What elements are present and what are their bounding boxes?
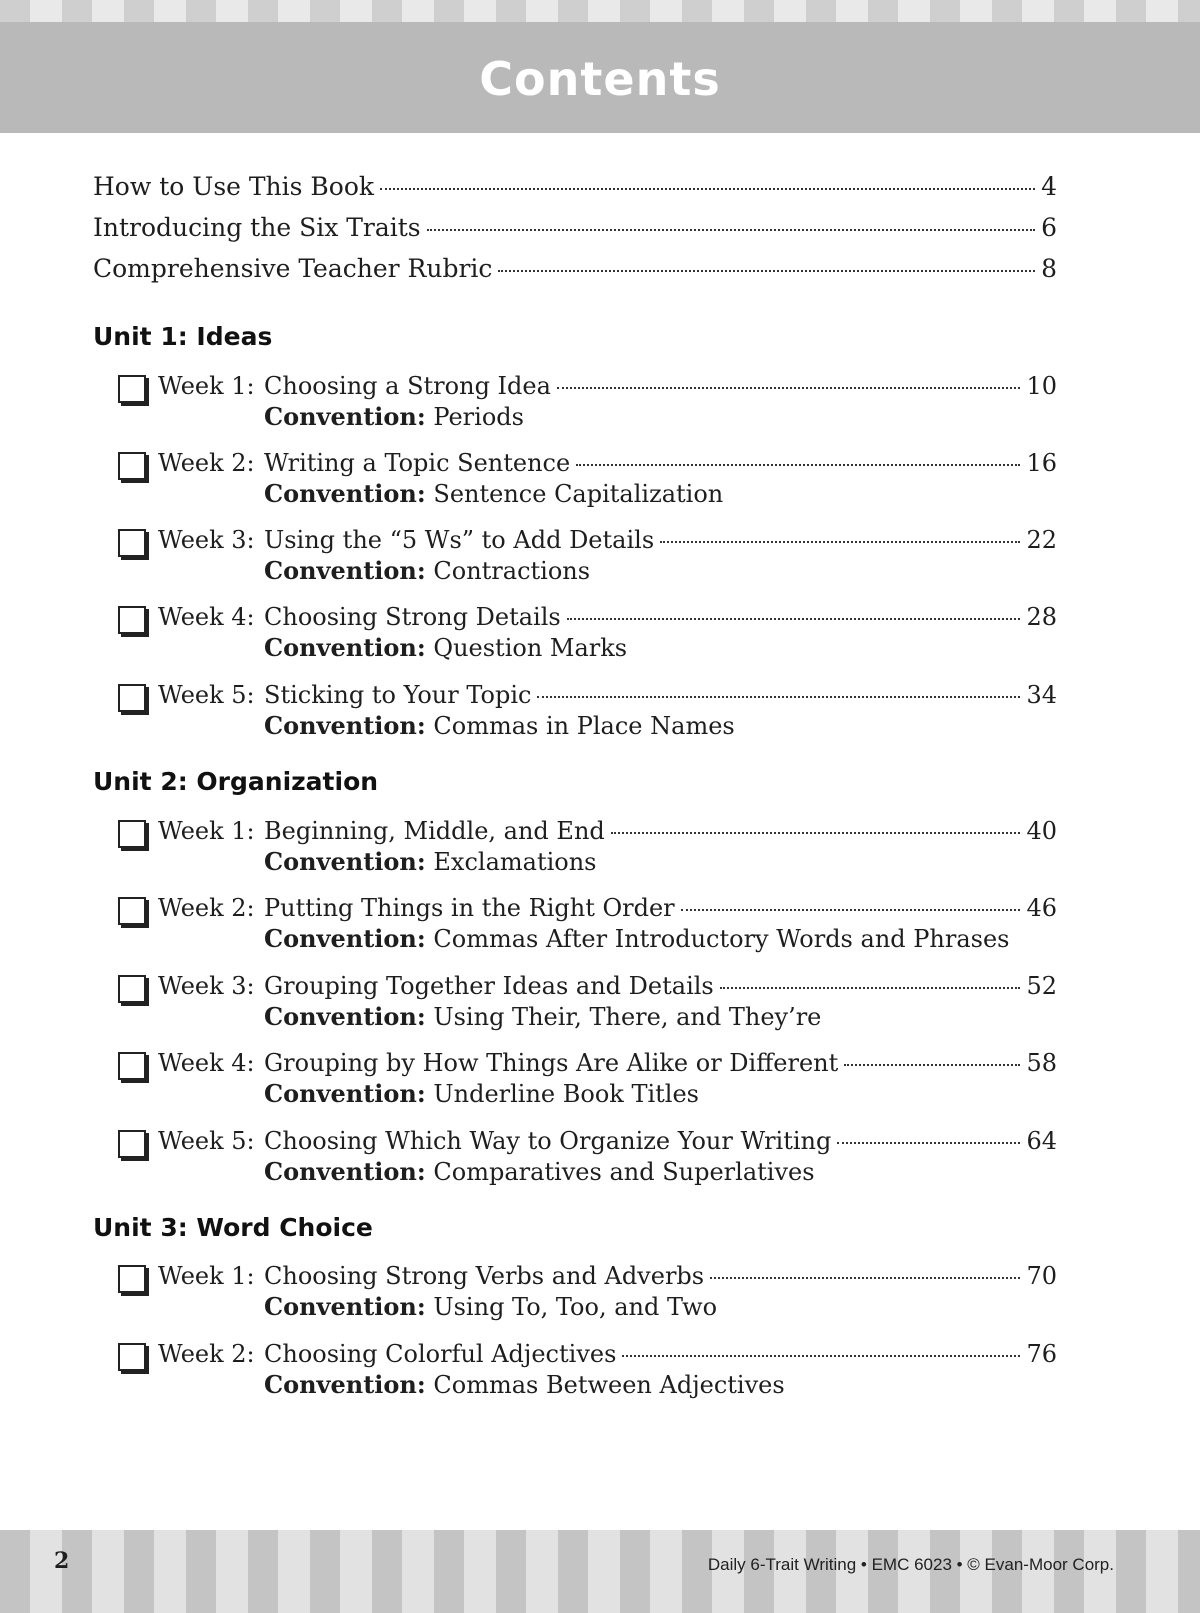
convention-line: Convention: Sentence Capitalization <box>264 479 724 508</box>
checkbox[interactable] <box>118 820 146 848</box>
leader-dots <box>844 1064 1020 1066</box>
week-entry <box>118 372 1057 432</box>
week-title-line: Beginning, Middle, and End 40 <box>264 817 1057 845</box>
convention-line: Convention: Contractions <box>264 556 591 585</box>
leader-dots <box>567 618 1021 620</box>
week-label: Week 1: <box>158 1262 255 1290</box>
page-number: 76 <box>1026 1340 1057 1368</box>
leader-dots <box>557 387 1021 389</box>
page-title: Contents <box>479 52 721 106</box>
week-title-line: Choosing Colorful Adjectives 76 <box>264 1340 1057 1368</box>
convention-line: Convention: Periods <box>264 402 524 431</box>
week-label: Week 2: <box>158 449 255 477</box>
week-label: Week 3: <box>158 526 255 554</box>
leader-dots <box>537 696 1020 698</box>
week-entry <box>118 1262 1057 1322</box>
leader-dots <box>681 909 1021 911</box>
checkbox[interactable] <box>118 452 146 480</box>
checkbox[interactable] <box>118 684 146 712</box>
toc-item: Comprehensive Teacher Rubric 8 <box>93 254 1057 283</box>
page-number: 34 <box>1026 681 1057 709</box>
convention-line: Convention: Commas in Place Names <box>264 711 735 740</box>
week-title-line: Writing a Topic Sentence 16 <box>264 449 1057 477</box>
week-entry <box>118 817 1057 877</box>
checkbox[interactable] <box>118 1130 146 1158</box>
page-number: 52 <box>1026 972 1057 1000</box>
leader-dots <box>710 1277 1020 1279</box>
checkbox[interactable] <box>118 375 146 403</box>
week-label: Week 5: <box>158 1127 255 1155</box>
week-label: Week 2: <box>158 894 255 922</box>
leader-dots <box>622 1355 1020 1357</box>
leader-dots <box>660 541 1020 543</box>
toc-item: How to Use This Book 4 <box>93 172 1057 201</box>
page-number-footer: 2 <box>54 1548 70 1574</box>
week-entry <box>118 1340 1057 1400</box>
week-entry <box>118 972 1057 1032</box>
header-stripes <box>0 0 1200 22</box>
page-number: 4 <box>1041 172 1057 201</box>
checkbox[interactable] <box>118 606 146 634</box>
leader-dots <box>837 1142 1020 1144</box>
week-label: Week 1: <box>158 817 255 845</box>
week-entry <box>118 1049 1057 1109</box>
header-band <box>0 0 1200 133</box>
convention-line: Convention: Using Their, There, and They’re <box>264 1002 822 1031</box>
week-title-line: Choosing a Strong Idea 10 <box>264 372 1057 400</box>
week-title-line: Choosing Strong Details 28 <box>264 603 1057 631</box>
unit-heading: Unit 2: Organization <box>93 767 379 796</box>
convention-line: Convention: Commas Between Adjectives <box>264 1370 785 1399</box>
week-label: Week 4: <box>158 1049 255 1077</box>
checkbox[interactable] <box>118 1052 146 1080</box>
convention-line: Convention: Using To, Too, and Two <box>264 1292 718 1321</box>
leader-dots <box>611 832 1021 834</box>
week-label: Week 5: <box>158 681 255 709</box>
leader-dots <box>427 229 1035 231</box>
week-title-line: Using the “5 Ws” to Add Details 22 <box>264 526 1057 554</box>
checkbox[interactable] <box>118 975 146 1003</box>
week-title-line: Grouping by How Things Are Alike or Different 58 <box>264 1049 1057 1077</box>
week-title-line: Choosing Strong Verbs and Adverbs 70 <box>264 1262 1057 1290</box>
week-title-line: Grouping Together Ideas and Details 52 <box>264 972 1057 1000</box>
unit-heading: Unit 1: Ideas <box>93 322 273 351</box>
toc-item: Introducing the Six Traits 6 <box>93 213 1057 242</box>
week-title-line: Sticking to Your Topic 34 <box>264 681 1057 709</box>
convention-line: Convention: Commas After Introductory Words and Phrases <box>264 924 1010 953</box>
page-number: 16 <box>1026 449 1057 477</box>
checkbox[interactable] <box>118 1265 146 1293</box>
week-label: Week 1: <box>158 372 255 400</box>
unit-heading: Unit 3: Word Choice <box>93 1213 373 1242</box>
page-number: 10 <box>1026 372 1057 400</box>
convention-line: Convention: Exclamations <box>264 847 597 876</box>
leader-dots <box>720 987 1021 989</box>
week-title-line: Putting Things in the Right Order 46 <box>264 894 1057 922</box>
page-number: 22 <box>1026 526 1057 554</box>
week-label: Week 4: <box>158 603 255 631</box>
checkbox[interactable] <box>118 897 146 925</box>
page-number: 70 <box>1026 1262 1057 1290</box>
week-title-line: Choosing Which Way to Organize Your Writing 64 <box>264 1127 1057 1155</box>
convention-line: Convention: Comparatives and Superlatives <box>264 1157 815 1186</box>
page-number: 64 <box>1026 1127 1057 1155</box>
week-entry <box>118 894 1057 954</box>
week-entry <box>118 526 1057 586</box>
checkbox[interactable] <box>118 1343 146 1371</box>
leader-dots <box>498 270 1035 272</box>
week-label: Week 3: <box>158 972 255 1000</box>
footer-credit: Daily 6-Trait Writing • EMC 6023 • © Evan-Moor Corp. <box>707 1555 1114 1574</box>
week-entry <box>118 603 1057 663</box>
week-entry <box>118 681 1057 741</box>
convention-line: Convention: Question Marks <box>264 633 628 662</box>
week-entry <box>118 449 1057 509</box>
page-number: 46 <box>1026 894 1057 922</box>
page-number: 6 <box>1041 213 1057 242</box>
convention-line: Convention: Underline Book Titles <box>264 1079 699 1108</box>
page-number: 28 <box>1026 603 1057 631</box>
week-label: Week 2: <box>158 1340 255 1368</box>
leader-dots <box>576 464 1020 466</box>
checkbox[interactable] <box>118 529 146 557</box>
page-number: 8 <box>1041 254 1057 283</box>
week-entry <box>118 1127 1057 1187</box>
page-number: 58 <box>1026 1049 1057 1077</box>
leader-dots <box>380 188 1035 190</box>
page-number: 40 <box>1026 817 1057 845</box>
